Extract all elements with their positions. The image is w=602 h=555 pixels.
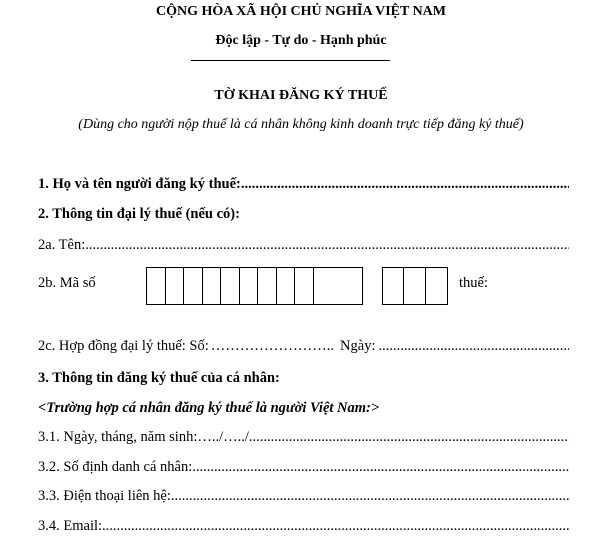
email-label: 3.4. Email: (38, 518, 103, 534)
tax-code-box[interactable] (258, 268, 277, 304)
republic-heading: CỘNG HÒA XÃ HỘI CHỦ NGHĨA VIỆT NAM (155, 4, 446, 19)
field-agent-name[interactable] (38, 237, 569, 254)
section-2-heading (38, 206, 240, 223)
field-personal-id[interactable] (38, 459, 569, 476)
agent-name-dots (85, 237, 569, 254)
form-subtitle: (Dùng cho người nộp thuế là cá nhân không kinh doanh trực tiếp đăng ký thuế) (78, 117, 524, 132)
tax-code-box[interactable] (147, 268, 166, 304)
agent-contract-date-label: Ngày: (340, 338, 376, 354)
section-3-case-note (38, 400, 379, 417)
tax-code-branch-box[interactable] (383, 268, 404, 304)
personal-id-label: 3.2. Số định danh cá nhân: (38, 459, 193, 475)
form-title: TỜ KHAI ĐĂNG KÝ THUẾ (214, 88, 388, 103)
agent-contract-number-dots: …………………….. (210, 338, 335, 354)
field-phone[interactable] (38, 488, 569, 505)
taxpayer-name-dots (241, 176, 569, 193)
tax-code-branch-box[interactable] (426, 268, 447, 304)
field-email[interactable] (38, 518, 569, 535)
tax-code-box[interactable] (166, 268, 185, 304)
agent-tax-code-suffix: thuế: (459, 275, 488, 291)
agent-contract-label: 2c. Hợp đồng đại lý thuế: Số: (38, 338, 209, 354)
personal-id-dots (192, 459, 569, 476)
motto: Độc lập - Tự do - Hạnh phúc (215, 33, 387, 48)
motto-underline (191, 60, 390, 61)
tax-code-box[interactable] (314, 268, 333, 304)
field-date-of-birth[interactable] (38, 429, 569, 446)
agent-contract-date-dots (378, 338, 569, 355)
agent-name-label: 2a. Tên: (38, 237, 86, 253)
tax-code-box[interactable] (295, 268, 314, 304)
agent-tax-code-label: 2b. Mã số (38, 275, 96, 291)
field-agent-contract[interactable] (38, 338, 569, 355)
tax-code-box[interactable] (240, 268, 259, 304)
section-3-heading (38, 370, 280, 387)
date-of-birth-label: 3.1. Ngày, tháng, năm sinh:…../…../ (38, 429, 249, 445)
tax-code-box[interactable] (277, 268, 296, 304)
tax-code-boxes-main[interactable] (146, 267, 363, 305)
tax-code-box[interactable] (203, 268, 222, 304)
taxpayer-name-label: 1. Họ và tên người đăng ký thuế: (38, 176, 241, 192)
tax-code-branch-box[interactable] (404, 268, 425, 304)
field-taxpayer-name[interactable] (38, 176, 569, 193)
tax-code-box[interactable] (184, 268, 203, 304)
section-3-case-text: <Trường hợp cá nhân đăng ký thuế là người Việt Nam:> (38, 400, 380, 416)
tax-code-boxes-branch[interactable] (382, 267, 448, 305)
date-of-birth-dots (249, 429, 569, 446)
email-dots (102, 518, 569, 535)
section-2-heading-text: 2. Thông tin đại lý thuế (nếu có): (38, 206, 240, 222)
phone-dots (171, 488, 569, 505)
tax-code-box[interactable] (221, 268, 240, 304)
section-3-heading-text: 3. Thông tin đăng ký thuế của cá nhân: (38, 370, 280, 386)
phone-label: 3.3. Điện thoại liên hệ: (38, 488, 171, 504)
